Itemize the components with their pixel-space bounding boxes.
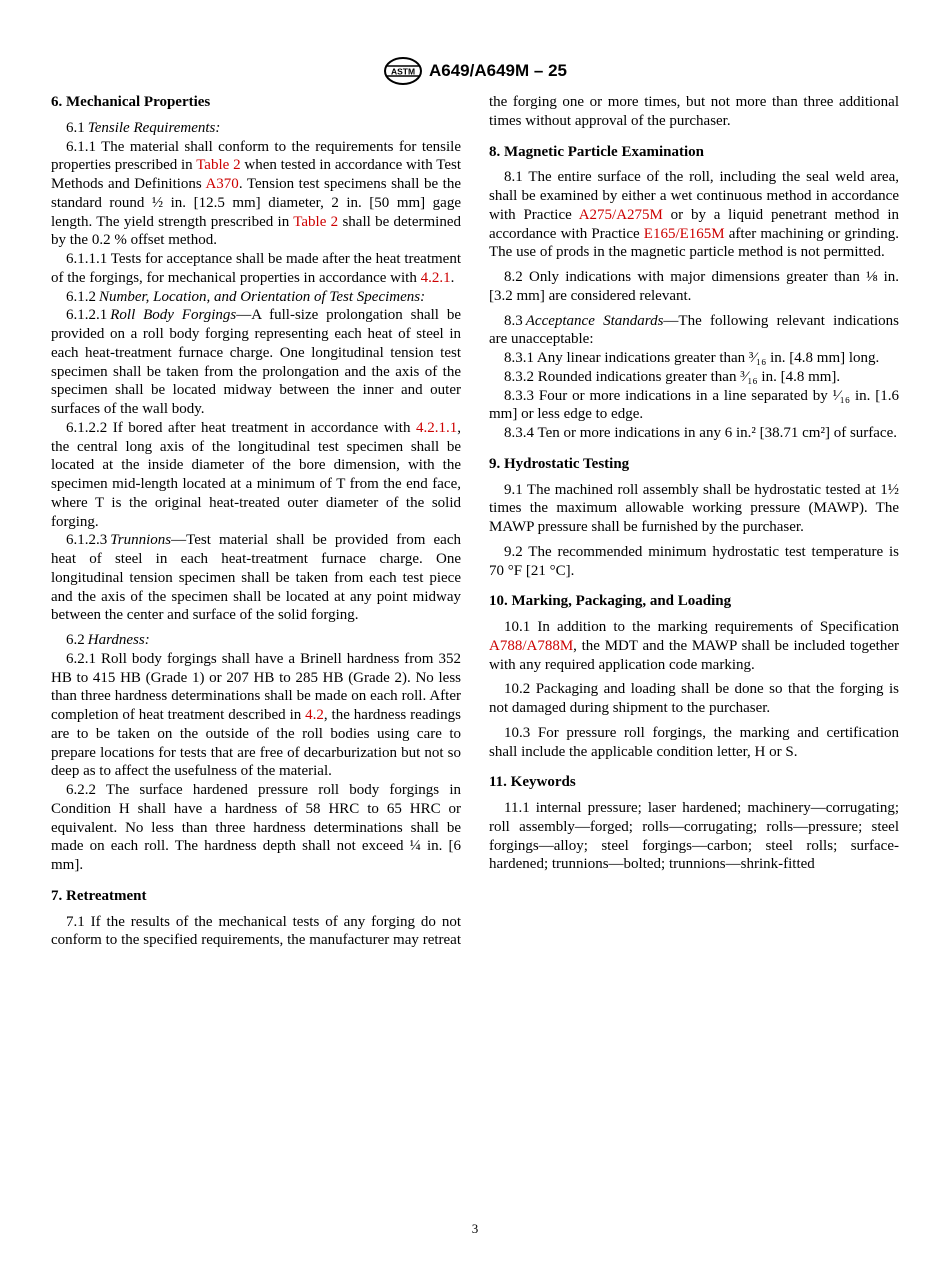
section-8-heading: 8. Magnetic Particle Examination: [489, 143, 704, 160]
link-table-2[interactable]: Table 2: [293, 213, 339, 230]
para-11-1: 11.1 internal pressure; laser hardened; machinery—corrugating; roll assembly—forged; rolls—corrugating; rolls—pressure; steel forgings—alloy; steel forgings—carbon; steel rolls; surface-hardened; trunnions—bolted; trunnions—shrink-fitted: [489, 800, 899, 873]
section-11-heading: 11. Keywords: [489, 774, 576, 791]
page-number: 3: [471, 1221, 479, 1236]
para-6-1-2-1: 6.1.2.1 Roll Body Forgings—A full-size prolongation shall be provided on a roll body forging representing each heat of steel in each heat-treatment furnace charge. One longitudinal tension test specimen shall be taken from the prolongation and the axis of the specimen shall be located midway between the inner and outer surfaces of the wall body.: [51, 307, 461, 417]
para-6-1-2-3: 6.1.2.3 Trunnions—Test material shall be provided from each heat of steel in each heat-treatment furnace charge. One longitudinal tension specimen shall be taken from each test piece and the axis of the specimen shall be located at any point midway between the center and surface of the solid forging.: [51, 532, 461, 624]
link-a788[interactable]: A788/A788M: [489, 637, 574, 654]
link-a275[interactable]: A275/A275M: [578, 206, 663, 223]
link-table-2[interactable]: Table 2: [196, 157, 241, 174]
para-10-1: 10.1 In addition to the marking requirements of Specification A788/A788M, the MDT and the MAWP shall be included together with any required application code marking.: [489, 619, 899, 673]
para-8-3-2: 8.3.2 Rounded indications greater than ³⁄₁₆ in. [4.8 mm].: [504, 368, 841, 385]
astm-logo: [383, 56, 423, 86]
section-6-heading: 6. Mechanical Properties: [51, 94, 211, 110]
para-6-1-2-2: 6.1.2.2 If bored after heat treatment in accordance with 4.2.1.1, the central long axis of the longitudinal test specimen shall be located at the inside diameter of the bore dimension, with the specimen mid-length located at a minimum of T from the end face, where T is the original heat-treated outer diameter of the solid forging.: [51, 419, 461, 530]
link-4-2-1[interactable]: 4.2.1: [420, 269, 451, 286]
para-6-1-1: 6.1.1 The material shall conform to the requirements for tensile properties prescribed in Table 2 when tested in accordance with Test Methods and Definitions A370. Tension test specimens shall be the standard round ½ in. [12.5 mm] diameter, 2 in. [50 mm] gage length. The yield strength prescribed in Table 2 shall be determined by the 0.2 % offset method.: [51, 138, 462, 249]
para-10-3: 10.3 For pressure roll forgings, the marking and certification shall include the applicable condition letter, H or S.: [489, 724, 899, 760]
para-8-3-3: 8.3.3 Four or more indications in a line separated by ¹⁄₁₆ in. [1.6 mm] or less edge to edge.: [489, 387, 899, 423]
para-8-3-1: 8.3.1 Any linear indications greater than ³⁄₁₆ in. [4.8 mm] long.: [504, 350, 880, 366]
para-8-3: 8.3 Acceptance Standards—The following relevant indications are unacceptable:: [489, 312, 899, 348]
page-header: [0, 56, 950, 86]
para-6-2-1: 6.2.1 Roll body forgings shall have a Brinell hardness from 352 HB to 415 HB (Grade 1) or 207 HB to 285 HB (Grade 2). No less than three hardness determinations shall be made on each roll. After completion of heat treatment described in 4.2, the hardness readings are to be taken on the outside of the roll bodies using care to prepare locations for tests that are free of decarburization but not so deep as to affect the usefulness of the material.: [51, 650, 461, 780]
right-column: [489, 93, 899, 874]
para-8-2: 8.2 Only indications with major dimensions greater than ⅛ in. [3.2 mm] are considered relevant.: [489, 269, 899, 304]
section-10-heading: 10. Marking, Packaging, and Loading: [489, 593, 732, 610]
link-e165[interactable]: E165/E165M: [643, 225, 725, 242]
para-8-1: 8.1 The entire surface of the roll, including the seal weld area, shall be examined by either a wet continuous method in accordance with Practice A275/A275M or by a liquid penetrant method in accordance with Practice E165/E165M after machining or grinding. The use of prods in the magnetic particle method is not permitted.: [489, 169, 899, 261]
left-column: [51, 93, 461, 950]
para-6-1-1-1: 6.1.1.1 Tests for acceptance shall be made after the heat treatment of the forgings, for mechanical properties in accordance with 4.2.1.: [51, 251, 461, 286]
para-6-1-2: 6.1.2 Number, Location, and Orientation of Test Specimens:: [66, 288, 426, 305]
para-9-1: 9.1 The machined roll assembly shall be hydrostatic tested at 1½ times the maximum allowable working pressure (MAWP). The MAWP pressure shall be furnished by the purchaser.: [489, 481, 899, 535]
para-6-2: 6.2 Hardness:: [66, 632, 150, 648]
para-6-1: 6.1 Tensile Requirements:: [66, 119, 221, 136]
section-7-heading: 7. Retreatment: [51, 887, 147, 904]
para-7-1-continued: the forging one or more times, but not more than three additional times without approval of the purchaser.: [489, 94, 899, 129]
para-7-1: 7.1 If the results of the mechanical tests of any forging do not conform to the specified requirements, the manufacturer may retreat: [51, 913, 461, 949]
para-8-3-4: 8.3.4 Ten or more indications in any 6 in.² [38.71 cm²] of surface.: [504, 425, 897, 441]
svg-text:ASTM: ASTM: [390, 66, 416, 77]
para-9-2: 9.2 The recommended minimum hydrostatic test temperature is 70 °F [21 °C].: [489, 543, 899, 579]
link-4-2-1-1[interactable]: 4.2.1.1: [416, 419, 458, 436]
para-6-2-2: 6.2.2 The surface hardened pressure roll body forgings in Condition H shall have a hardness of 58 HRC to 65 HRC or equivalent. No less than three hardness determinations shall be made on each roll. The hardness depth shall not exceed ¼ in. [6 mm].: [51, 782, 461, 873]
link-4-2[interactable]: 4.2: [305, 707, 324, 723]
section-9-heading: 9. Hydrostatic Testing: [489, 455, 630, 472]
link-a370[interactable]: A370: [205, 176, 239, 192]
para-10-2: 10.2 Packaging and loading shall be done so that the forging is not damaged during shipment to the purchaser.: [489, 681, 899, 716]
standard-designation: A649/A649M – 25: [429, 61, 567, 80]
